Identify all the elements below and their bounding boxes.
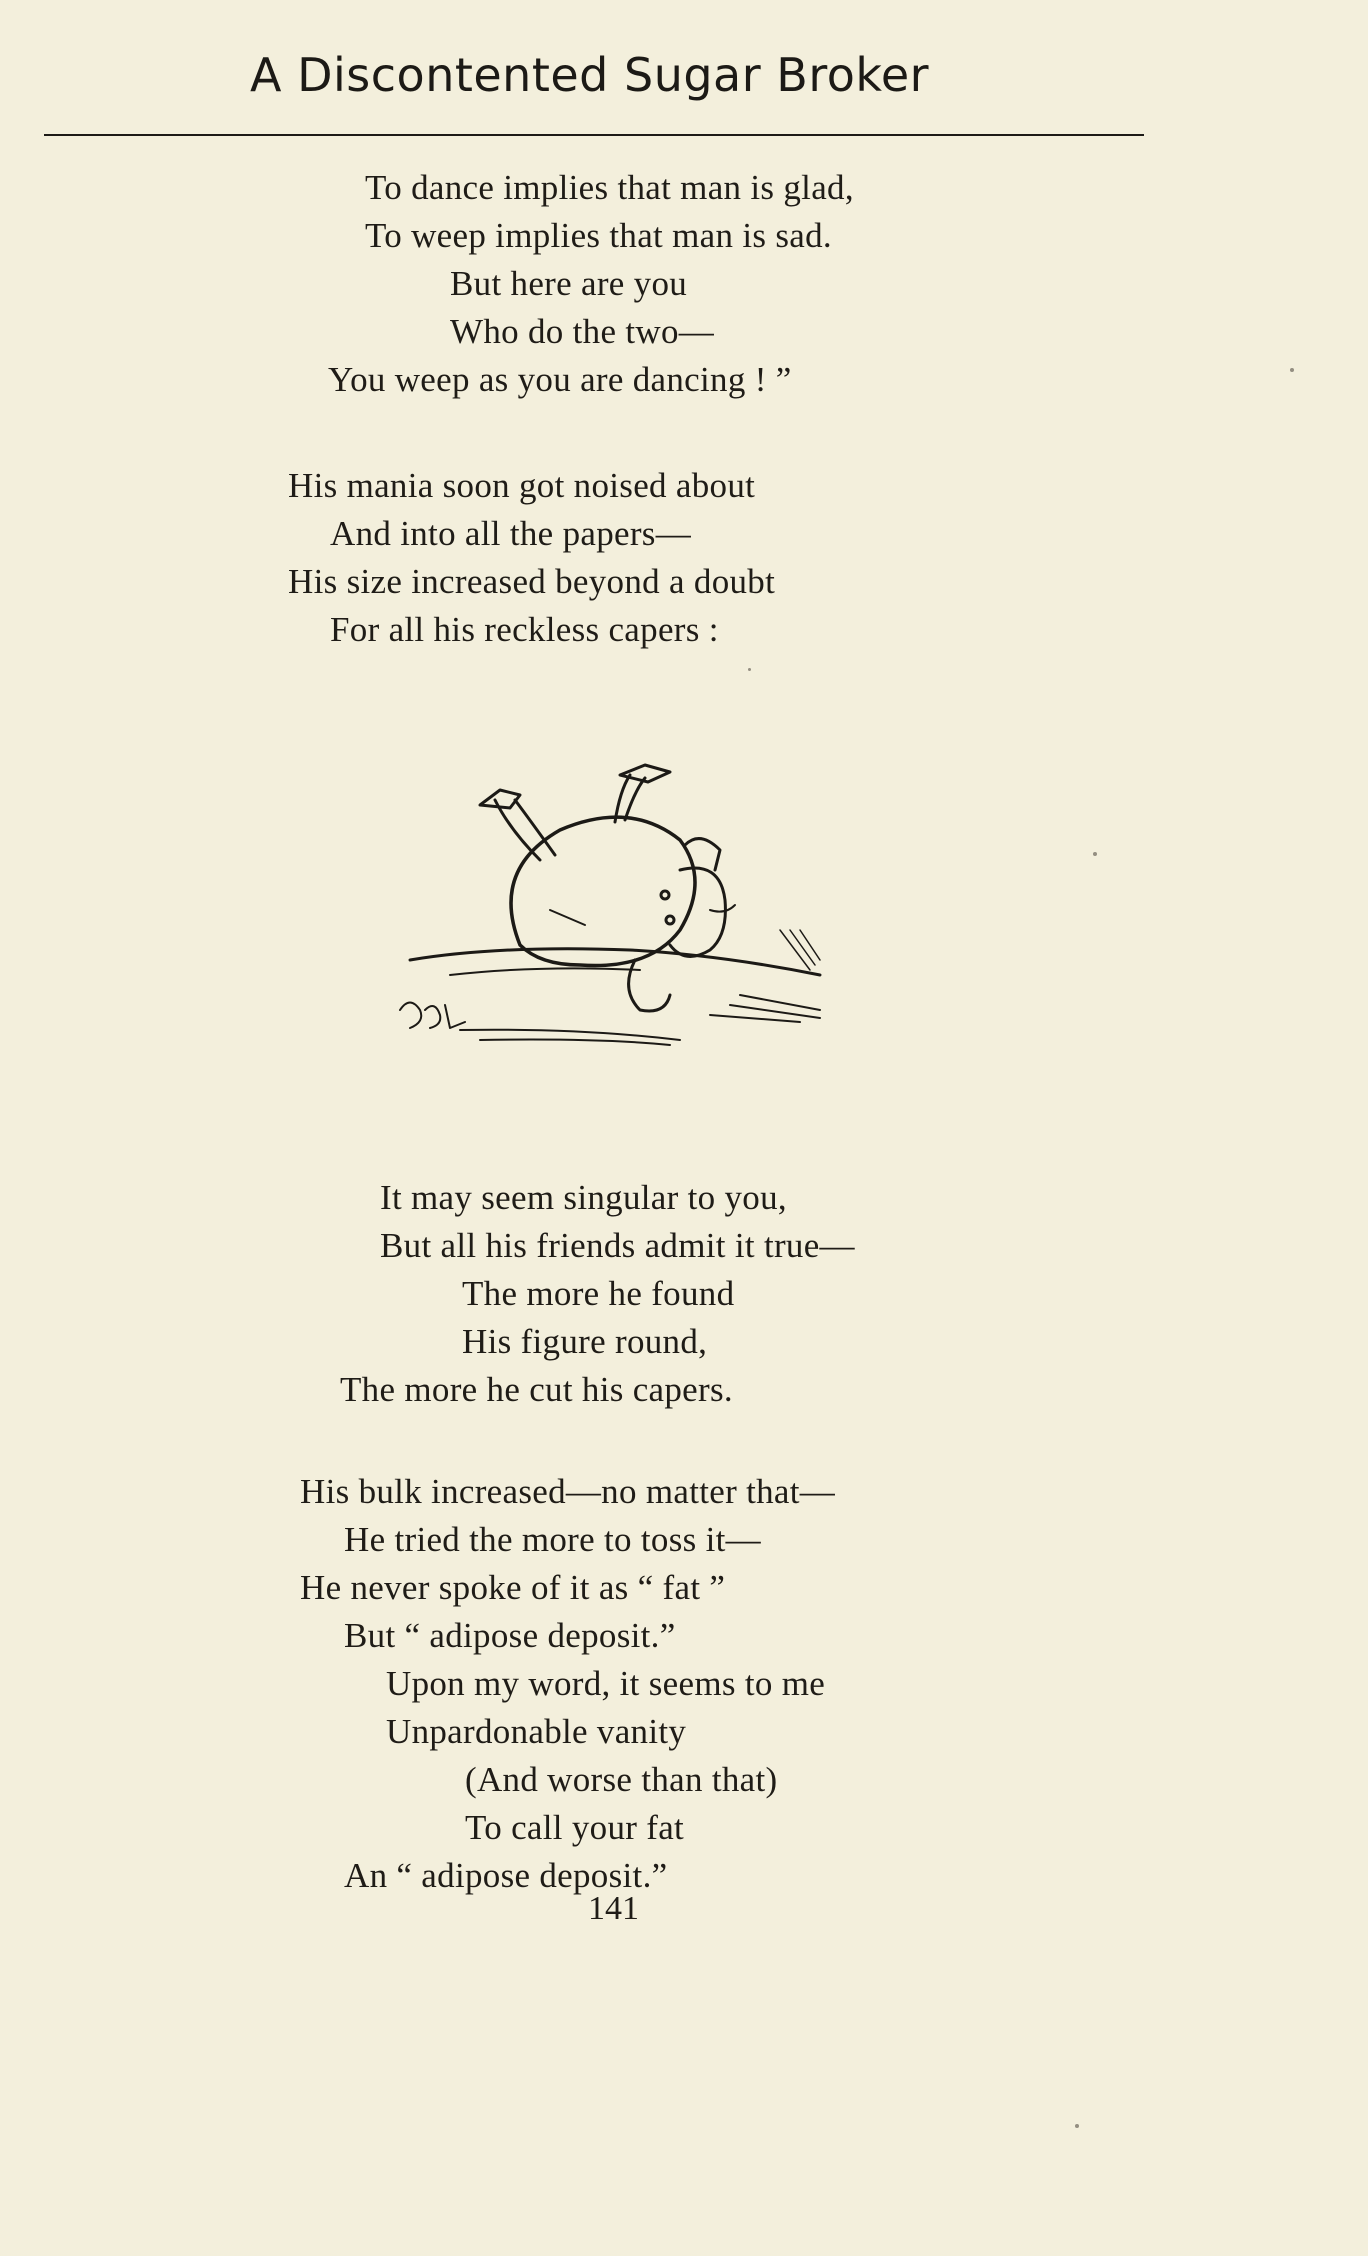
verse-line: But here are you — [450, 264, 688, 303]
verse-line: Unpardonable vanity — [386, 1712, 687, 1751]
verse-line: He tried the more to toss it— — [344, 1520, 761, 1559]
verse-line: For all his reckless capers : — [330, 610, 719, 649]
verse-line: The more he found — [462, 1274, 735, 1313]
verse-line: To dance implies that man is glad, — [365, 168, 854, 207]
verse-line: But all his friends admit it true— — [380, 1226, 855, 1265]
tumbling-figure-illustration — [380, 760, 840, 1060]
verse-line: His size increased beyond a doubt — [288, 562, 776, 601]
verse-line: (And worse than that) — [465, 1760, 778, 1799]
verse-line: His figure round, — [462, 1322, 708, 1361]
verse-line: To weep implies that man is sad. — [365, 216, 832, 255]
header-rule — [44, 134, 1144, 136]
paper-speck — [1290, 368, 1294, 372]
paper-speck — [748, 668, 751, 671]
verse-line: The more he cut his capers. — [340, 1370, 733, 1409]
verse-line: It may seem singular to you, — [380, 1178, 787, 1217]
verse-line: Upon my word, it seems to me — [386, 1664, 826, 1703]
verse-line: But “ adipose deposit.” — [344, 1616, 676, 1655]
verse-line: He never spoke of it as “ fat ” — [300, 1568, 726, 1607]
verse-line: You weep as you are dancing ! ” — [328, 360, 792, 399]
verse-line: To call your fat — [465, 1808, 685, 1847]
verse-line: An “ adipose deposit.” — [344, 1856, 668, 1895]
verse-line: And into all the papers— — [330, 514, 692, 553]
page-number: 141 — [588, 1890, 639, 1927]
paper-speck — [1093, 852, 1097, 856]
paper-speck — [1075, 2124, 1079, 2128]
verse-line: Who do the two— — [450, 312, 715, 351]
verse-line: His bulk increased—no matter that— — [300, 1472, 836, 1511]
verse-line: His mania soon got noised about — [288, 466, 756, 505]
running-title: A Discontented Sugar Broker — [250, 48, 930, 102]
